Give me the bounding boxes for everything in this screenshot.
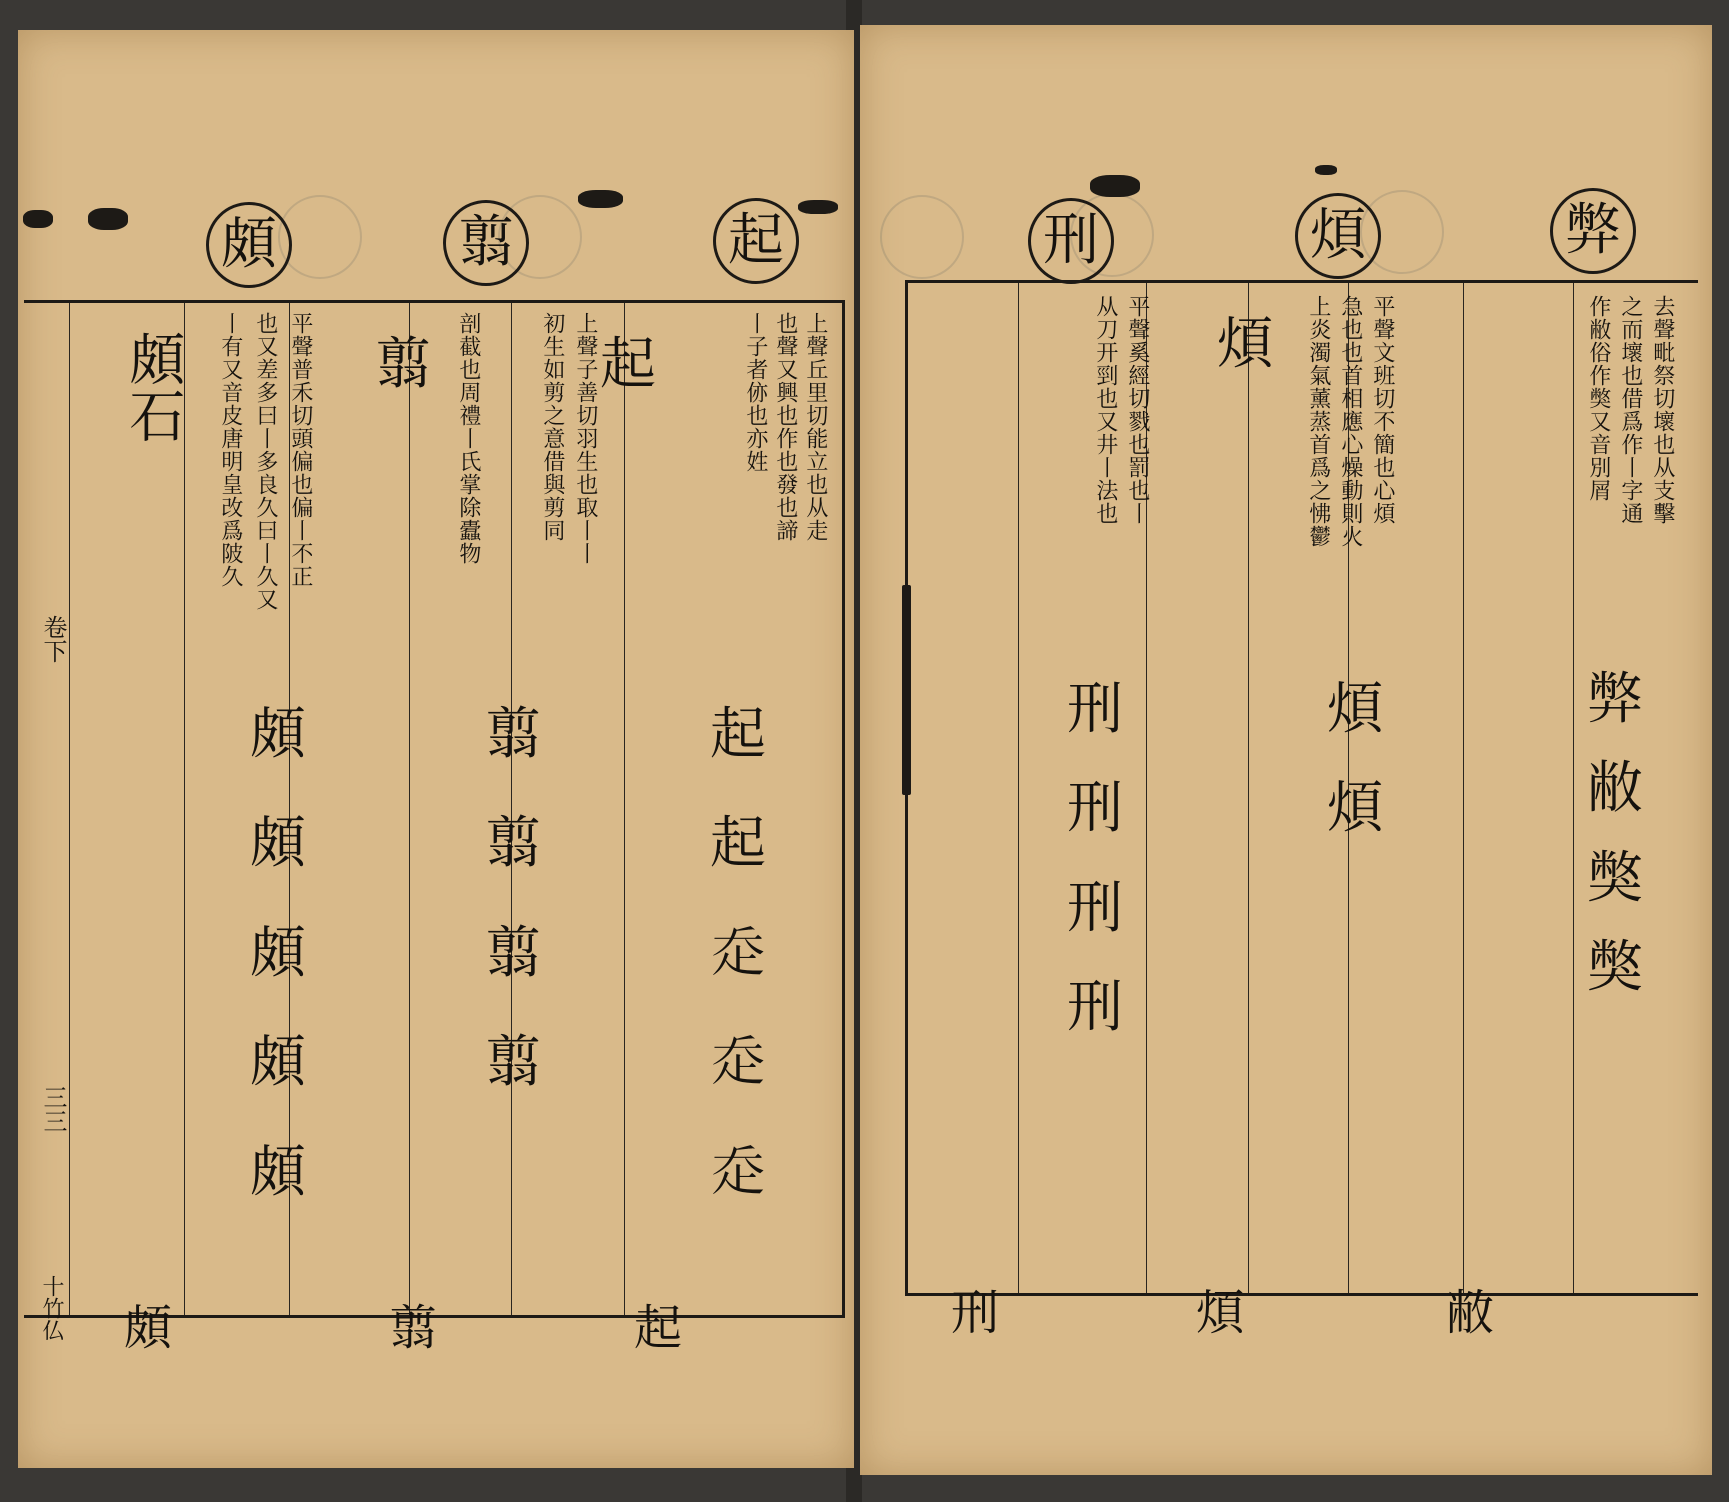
- heading-po: [206, 202, 292, 288]
- seal-variant: 敝: [1587, 756, 1643, 822]
- seal-variant: 頗: [250, 702, 306, 767]
- heading-char: 刑: [1043, 208, 1099, 273]
- column-rule: [409, 303, 410, 1315]
- ink-smudge: [1090, 175, 1140, 197]
- column-rule: [1463, 283, 1464, 1293]
- bottom-mark: 十竹仏: [39, 1275, 64, 1341]
- seal-main: 起: [600, 332, 656, 397]
- ink-smudge: [798, 200, 838, 214]
- annotation-jian-2: 初生如剪之意借與剪同: [539, 312, 565, 542]
- seal-bottom: 煩: [1195, 1285, 1244, 1341]
- annotation-qi: 上聲丘里切能立也从走: [802, 312, 828, 542]
- seal-bottom: 起: [633, 1300, 682, 1356]
- annotation-fan-3: 上炎濁氣薰蒸首爲之怫鬱: [1305, 295, 1331, 548]
- annotation-po: 平聲普禾切頭偏也偏丨不正: [287, 312, 313, 588]
- seal-bottom: 敝: [1445, 1285, 1494, 1341]
- heading-xing: [1028, 198, 1114, 284]
- heading-bi: [1550, 188, 1636, 274]
- seal-variant: 獘: [1587, 935, 1643, 1001]
- ink-smudge: [902, 585, 911, 795]
- entry-fan-variants: [1305, 675, 1405, 844]
- seal-variant: 𧺆: [710, 1139, 766, 1205]
- ink-smudge: [1315, 165, 1337, 175]
- annotation-bi-3: 作敝俗作獘又音別屑: [1585, 295, 1611, 502]
- column-rule: [624, 303, 625, 1315]
- seal-variant: 刑: [1067, 677, 1123, 742]
- annotation-jian: 上聲子善切羽生也取丨丨: [572, 312, 598, 565]
- seal-variant: 翦: [485, 920, 541, 986]
- entry-fan-bottom: [1175, 1285, 1265, 1343]
- entry-bi-variants: [1565, 665, 1665, 1003]
- column-rule: [1248, 283, 1249, 1293]
- seal-variant: 翦: [485, 1030, 541, 1096]
- heading-fan: [1295, 193, 1381, 279]
- seal-variant: 弊: [1587, 667, 1643, 732]
- annotation-fan: 平聲文班切不簡也心煩: [1369, 295, 1395, 525]
- seal-variant: 頗: [250, 1030, 306, 1096]
- seal-variant: 𧺆: [710, 920, 766, 986]
- seal-variant: 煩: [1327, 776, 1383, 842]
- seal-variant: 刑: [1067, 975, 1123, 1041]
- seal-variant: 翦: [485, 702, 541, 767]
- seal-variant: 起: [710, 811, 766, 877]
- entry-xing-bottom: [930, 1285, 1020, 1343]
- annotation-fan-2: 急也也首相應心燥動則火: [1337, 295, 1363, 548]
- seal-variant: 頗: [250, 811, 306, 877]
- annotation-jian-3: 剖截也周禮丨氏掌除蠹物: [455, 312, 481, 565]
- annotation-xing: 平聲奚經切戮也罰也丨: [1124, 295, 1150, 525]
- seal-bottom: 翦: [388, 1300, 437, 1356]
- annotation-qi-3: 丨子者㑊也亦姓: [742, 312, 768, 473]
- margin-seal-top: 頗石: [120, 330, 186, 444]
- ink-smudge: [578, 190, 623, 208]
- ink-smudge: [88, 208, 128, 230]
- volume-label: 卷下: [39, 615, 67, 663]
- seal-bottom: 頗: [123, 1300, 172, 1356]
- heading-char: 弊: [1565, 198, 1621, 263]
- entry-jian: [358, 330, 448, 399]
- heading-jian: [443, 200, 529, 286]
- seal-variant: 煩: [1327, 677, 1383, 742]
- entry-xing-variants: [1045, 675, 1145, 1043]
- heading-char: 頗: [221, 212, 277, 277]
- seal-main: 翦: [375, 332, 431, 397]
- seal-variant: 翦: [485, 811, 541, 877]
- bleed-through-mark: [880, 195, 964, 279]
- entry-po-variants: [233, 700, 323, 1207]
- seal-variant: 刑: [1067, 875, 1123, 941]
- entry-fan: [1200, 310, 1290, 379]
- heading-qi: [713, 198, 799, 284]
- heading-char: 翦: [458, 210, 514, 275]
- seal-variant: 頗: [250, 1139, 306, 1205]
- column-rule: [69, 303, 70, 1315]
- left-page: [18, 30, 854, 1468]
- heading-char: 煩: [1310, 203, 1366, 268]
- column-rule: [184, 303, 185, 1315]
- page-number: 三三: [39, 1085, 67, 1133]
- seal-variant: 頗: [250, 920, 306, 986]
- seal-variant: 刑: [1067, 776, 1123, 842]
- right-page: [860, 25, 1712, 1475]
- seal-bottom: 刑: [950, 1285, 999, 1341]
- column-rule: [1018, 283, 1019, 1293]
- entry-qi-variants: [688, 700, 788, 1207]
- heading-char: 起: [728, 208, 784, 273]
- annotation-po-2: 也又差多曰丨多良久曰丨久又: [252, 312, 278, 611]
- seal-main: 煩: [1217, 312, 1273, 377]
- entry-qi-bottom: [618, 1300, 698, 1358]
- entry-jian-bottom: [373, 1300, 453, 1358]
- entry-jian-variants: [463, 700, 563, 1098]
- seal-variant: 起: [710, 702, 766, 767]
- ink-smudge: [23, 210, 53, 228]
- annotation-qi-2: 也聲又興也作也發也諦: [772, 312, 798, 542]
- annotation-bi: 去聲毗祭切壞也从支擊: [1649, 295, 1675, 525]
- annotation-po-3: 丨有又音皮唐明皇改爲陂久: [217, 312, 243, 588]
- annotation-bi-2: 之而壞也借爲作丨字通: [1617, 295, 1643, 525]
- entry-bi-bottom: [1425, 1285, 1515, 1343]
- seal-variant: 𧺆: [710, 1030, 766, 1096]
- entry-po-bottom: [108, 1300, 188, 1358]
- seal-variant: 獘: [1587, 845, 1643, 911]
- annotation-xing-2: 从刀开剄也又井丨法也: [1092, 295, 1118, 525]
